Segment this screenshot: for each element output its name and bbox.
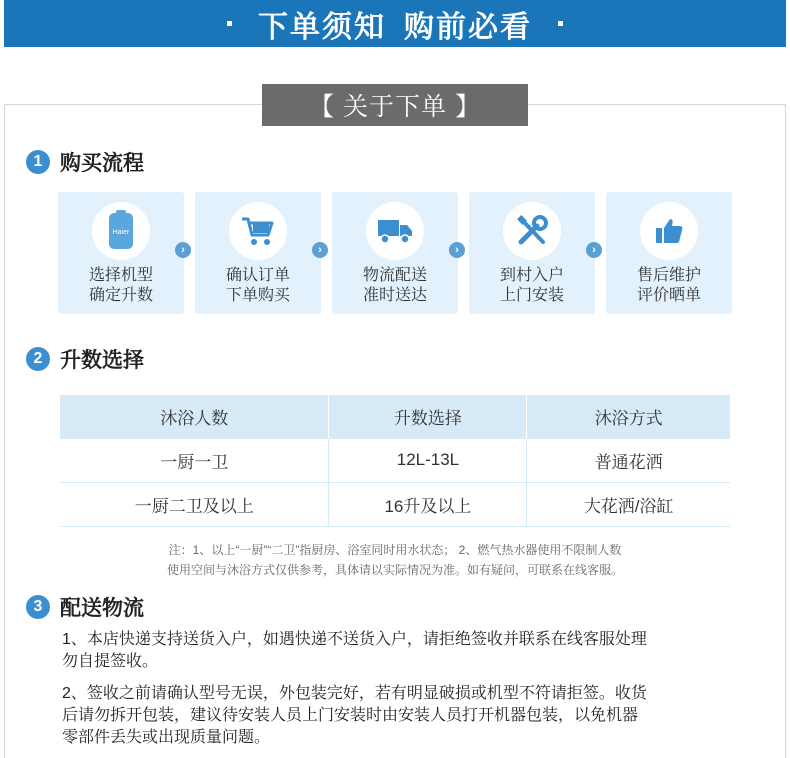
table-row (60, 438, 730, 482)
step-label (89, 266, 153, 306)
water-heater-icon (92, 202, 150, 260)
paragraph-line: 1、本店快递支持送货入户，如遇快递不送货入户，请拒绝签收并联系在线客服处理 (62, 631, 647, 648)
table-header: 沐浴方式 (527, 395, 730, 438)
capacity-section-title: 升数选择 (60, 349, 144, 372)
table-cell: 大花洒/浴缸 (527, 482, 730, 526)
step-after-sales (606, 192, 732, 314)
step-line1: 选择机型 (88, 267, 153, 284)
step-label (500, 266, 564, 306)
step-line2: 下单购买 (225, 287, 290, 304)
section-tag (262, 84, 528, 126)
paragraph-line: 后请勿拆开包装，建议待安装人员上门安装时由安装人员打开机器包装，以免机器 (62, 707, 639, 724)
capacity-note (40, 540, 750, 580)
top-banner (4, 0, 786, 47)
purchase-section-header (26, 147, 144, 177)
delivery-section-header (26, 592, 144, 622)
section-number-badge: 1 (26, 150, 50, 174)
step-line1: 售后维护 (636, 267, 701, 284)
chevron-right-icon: › (312, 242, 328, 258)
section-number-badge: 3 (26, 595, 50, 619)
chevron-right-icon: › (586, 242, 602, 258)
step-installation (469, 192, 595, 314)
step-line2: 上门安装 (499, 287, 564, 304)
capacity-section-header (26, 344, 144, 374)
section-tag-label: 【 关于下单 】 (309, 93, 481, 121)
step-line2: 评价晒单 (636, 287, 701, 304)
section-number-badge: 2 (26, 347, 50, 371)
note-line: 使用空间与沐浴方式仅供参考，具体请以实际情况为准。如有疑问，可联系在线客服。 (166, 563, 623, 577)
chevron-right-icon: › (449, 242, 465, 258)
step-line1: 物流配送 (362, 267, 427, 284)
delivery-paragraph-2 (62, 683, 712, 749)
table-cell: 普通花洒 (527, 438, 730, 482)
delivery-truck-icon (366, 202, 424, 260)
banner-title (201, 2, 589, 46)
step-select-model (58, 192, 184, 314)
step-logistics (332, 192, 458, 314)
step-label (637, 266, 701, 306)
table-cell: 12L-13L (329, 438, 527, 482)
table-header-row (60, 395, 730, 438)
table-cell: 一厨一卫 (60, 438, 329, 482)
brand-label: Haier (112, 229, 130, 236)
paragraph-line: 2、签收之前请确认型号无误，外包装完好，若有明显破损或机型不符请拒签。收货 (62, 685, 647, 702)
step-line1: 确认订单 (225, 267, 290, 284)
step-line2: 确定升数 (88, 287, 153, 304)
purchase-steps (58, 192, 730, 314)
table-row (60, 482, 730, 526)
chevron-right-icon: › (175, 242, 191, 258)
thumbs-up-icon (640, 202, 698, 260)
step-label (226, 266, 290, 306)
step-line1: 到村入户 (499, 267, 564, 284)
table-cell: 一厨二卫及以上 (60, 482, 329, 526)
shopping-cart-icon (229, 202, 287, 260)
tools-icon (503, 202, 561, 260)
step-confirm-order (195, 192, 321, 314)
banner-title-part2: 购前必看 (404, 10, 532, 44)
capacity-table (60, 395, 730, 527)
table-cell: 16升及以上 (329, 482, 527, 526)
delivery-paragraph-1 (62, 629, 712, 673)
delivery-section-title: 配送物流 (60, 597, 144, 620)
table-header: 沐浴人数 (60, 395, 329, 438)
paragraph-line: 勿自提签收。 (62, 653, 159, 670)
banner-title-part1: 下单须知 (258, 10, 386, 44)
step-line2: 准时送达 (362, 287, 427, 304)
purchase-section-title: 购买流程 (60, 152, 144, 175)
note-line: 注：1、以上“一厨”“二卫”指厨房、浴室同时用水状态； 2、燃气热水器使用不限制人数 (168, 543, 622, 557)
banner-dot-left (227, 21, 232, 26)
paragraph-line: 零部件丢失或出现质量问题。 (62, 729, 271, 746)
step-label (363, 266, 427, 306)
table-header: 升数选择 (329, 395, 527, 438)
banner-dot-right (558, 21, 563, 26)
